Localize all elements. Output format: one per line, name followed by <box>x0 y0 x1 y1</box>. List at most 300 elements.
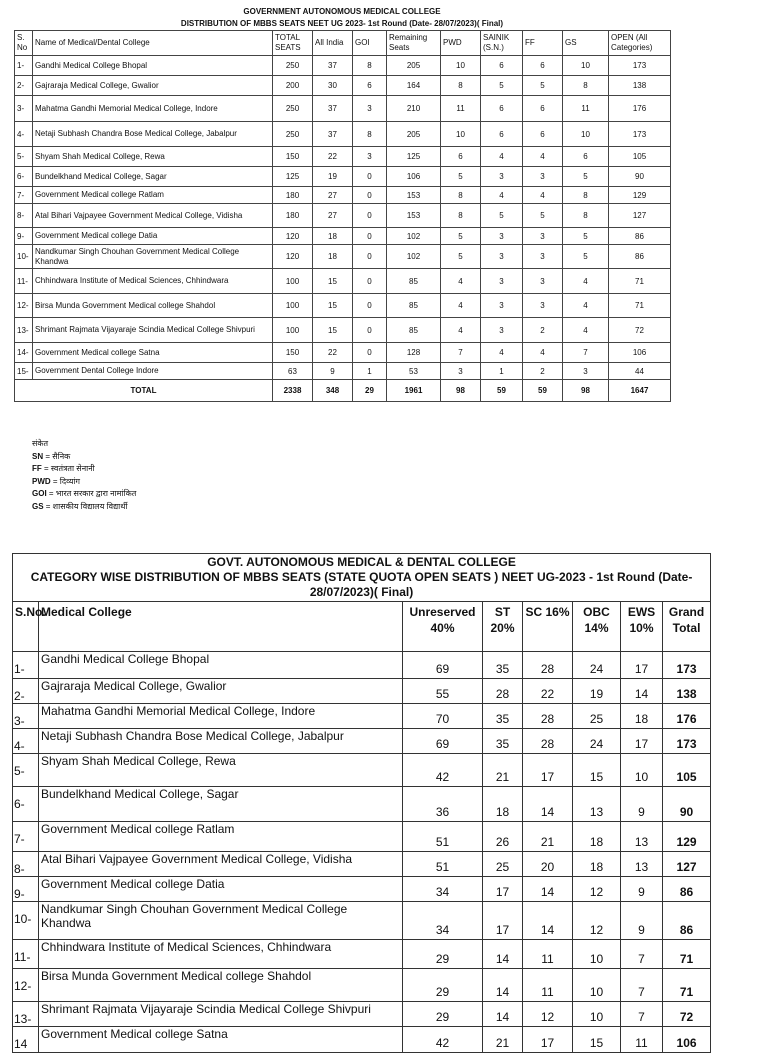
value-cell: 6 <box>523 96 563 122</box>
value-cell: 37 <box>313 56 353 76</box>
value-cell: 250 <box>273 122 313 147</box>
table1-row <box>15 294 671 318</box>
value-cell: 6 <box>563 147 609 167</box>
serial-cell: 1- <box>15 56 33 76</box>
category-value-cell: 34 <box>403 902 483 940</box>
value-cell: 5 <box>523 76 563 96</box>
value-cell: 6 <box>481 96 523 122</box>
category-value-cell: 28 <box>523 704 573 729</box>
value-cell: 8 <box>441 187 481 204</box>
value-cell: 4 <box>563 318 609 343</box>
value-cell: 7 <box>563 343 609 363</box>
college-name-cell: Birsa Munda Government Medical college Shahdol <box>33 294 273 318</box>
table1-row <box>15 56 671 76</box>
table2-header-cell: Unreserved 40% <box>403 602 483 652</box>
serial-cell: 9- <box>13 877 39 902</box>
college-name-cell: Government Medical college Datia <box>33 228 273 245</box>
serial-cell: 6- <box>13 787 39 822</box>
legend-heading: संकेत <box>32 439 49 448</box>
value-cell: 63 <box>273 363 313 380</box>
value-cell: 1 <box>353 363 387 380</box>
value-cell: 128 <box>387 343 441 363</box>
value-cell: 10 <box>563 122 609 147</box>
total-value-cell: 98 <box>563 380 609 402</box>
value-cell: 100 <box>273 269 313 294</box>
serial-cell: 12- <box>15 294 33 318</box>
value-cell: 106 <box>609 343 671 363</box>
category-value-cell: 15 <box>573 754 621 787</box>
value-cell: 6 <box>353 76 387 96</box>
value-cell: 37 <box>313 122 353 147</box>
category-value-cell: 14 <box>523 902 573 940</box>
total-value-cell: 59 <box>523 380 563 402</box>
grand-total-cell: 90 <box>663 787 711 822</box>
grand-total-cell: 105 <box>663 754 711 787</box>
table2-row <box>13 729 711 754</box>
legend-key: GOI <box>32 489 47 498</box>
value-cell: 18 <box>313 245 353 269</box>
table2-row <box>13 940 711 969</box>
table1-header-cell: GS <box>563 31 609 56</box>
value-cell: 85 <box>387 318 441 343</box>
table2-header-cell: Medical College <box>39 602 403 652</box>
value-cell: 180 <box>273 187 313 204</box>
college-name-cell: Gandhi Medical College Bhopal <box>39 652 403 679</box>
value-cell: 200 <box>273 76 313 96</box>
category-value-cell: 28 <box>483 679 523 704</box>
category-value-cell: 10 <box>573 969 621 1002</box>
value-cell: 4 <box>523 187 563 204</box>
college-name-cell: Nandkumar Singh Chouhan Government Medical College Khandwa <box>39 902 403 940</box>
value-cell: 8 <box>563 187 609 204</box>
table1-row <box>15 122 671 147</box>
category-value-cell: 29 <box>403 969 483 1002</box>
college-name-cell: Chhindwara Institute of Medical Sciences, Chhindwara <box>39 940 403 969</box>
grand-total-cell: 129 <box>663 822 711 852</box>
table2-row <box>13 1027 711 1053</box>
table1-row <box>15 167 671 187</box>
serial-cell: 5- <box>15 147 33 167</box>
category-value-cell: 11 <box>621 1027 663 1053</box>
value-cell: 3 <box>523 269 563 294</box>
value-cell: 4 <box>441 294 481 318</box>
value-cell: 0 <box>353 343 387 363</box>
value-cell: 150 <box>273 343 313 363</box>
table1-header-cell: PWD <box>441 31 481 56</box>
legend <box>32 438 136 513</box>
value-cell: 4 <box>481 147 523 167</box>
serial-cell: 10- <box>13 902 39 940</box>
category-value-cell: 24 <box>573 652 621 679</box>
value-cell: 102 <box>387 245 441 269</box>
category-value-cell: 35 <box>483 652 523 679</box>
serial-cell: 14 <box>13 1027 39 1053</box>
category-value-cell: 70 <box>403 704 483 729</box>
value-cell: 90 <box>609 167 671 187</box>
value-cell: 5 <box>441 245 481 269</box>
value-cell: 19 <box>313 167 353 187</box>
table2-header-cell: SC 16% <box>523 602 573 652</box>
table2-row <box>13 902 711 940</box>
table2-title-line2: CATEGORY WISE DISTRIBUTION OF MBBS SEATS (STATE QUOTA OPEN SEATS ) NEET UG-2023 - 1st Round (Date- 28/07/2023)( Final) <box>30 570 693 599</box>
value-cell: 0 <box>353 269 387 294</box>
value-cell: 5 <box>441 228 481 245</box>
category-value-cell: 17 <box>483 877 523 902</box>
table2-row <box>13 754 711 787</box>
value-cell: 4 <box>523 147 563 167</box>
value-cell: 8 <box>441 204 481 228</box>
value-cell: 153 <box>387 187 441 204</box>
category-value-cell: 21 <box>483 754 523 787</box>
category-value-cell: 42 <box>403 1027 483 1053</box>
college-name-cell: Atal Bihari Vajpayee Government Medical College, Vidisha <box>39 852 403 877</box>
grand-total-cell: 173 <box>663 729 711 754</box>
college-name-cell: Mahatma Gandhi Memorial Medical College, Indore <box>39 704 403 729</box>
category-value-cell: 7 <box>621 940 663 969</box>
value-cell: 120 <box>273 228 313 245</box>
table2-header-cell: ST 20% <box>483 602 523 652</box>
legend-item <box>32 476 136 489</box>
category-value-cell: 9 <box>621 787 663 822</box>
category-value-cell: 17 <box>621 729 663 754</box>
value-cell: 85 <box>387 294 441 318</box>
value-cell: 250 <box>273 56 313 76</box>
value-cell: 127 <box>609 204 671 228</box>
category-value-cell: 15 <box>573 1027 621 1053</box>
category-value-cell: 35 <box>483 729 523 754</box>
legend-key: PWD <box>32 476 51 486</box>
total-label-cell: TOTAL <box>15 380 273 402</box>
category-value-cell: 28 <box>523 652 573 679</box>
category-value-cell: 10 <box>573 1002 621 1027</box>
serial-cell: 11- <box>13 940 39 969</box>
value-cell: 0 <box>353 187 387 204</box>
total-value-cell: 2338 <box>273 380 313 402</box>
table1-row <box>15 76 671 96</box>
college-name-cell: Shrimant Rajmata Vijayaraje Scindia Medical College Shivpuri <box>33 318 273 343</box>
value-cell: 11 <box>563 96 609 122</box>
value-cell: 30 <box>313 76 353 96</box>
legend-key: SN <box>32 451 44 461</box>
category-value-cell: 69 <box>403 652 483 679</box>
seat-distribution-section <box>14 6 670 402</box>
legend-key: FF <box>32 464 42 473</box>
value-cell: 71 <box>609 269 671 294</box>
value-cell: 6 <box>441 147 481 167</box>
table1-title: GOVERNMENT AUTONOMOUS MEDICAL COLLEGE <box>243 7 441 16</box>
category-value-cell: 12 <box>523 1002 573 1027</box>
table1-row <box>15 245 671 269</box>
value-cell: 5 <box>563 245 609 269</box>
value-cell: 210 <box>387 96 441 122</box>
table1-header-cell: OPEN (All Categories) <box>609 31 671 56</box>
total-value-cell: 1647 <box>609 380 671 402</box>
table2-title-line1: GOVT. AUTONOMOUS MEDICAL & DENTAL COLLEGE <box>207 555 516 569</box>
serial-cell: 7- <box>13 822 39 852</box>
table1-row <box>15 228 671 245</box>
total-value-cell: 59 <box>481 380 523 402</box>
table1-row <box>15 343 671 363</box>
value-cell: 8 <box>353 56 387 76</box>
value-cell: 3 <box>523 167 563 187</box>
value-cell: 6 <box>523 122 563 147</box>
college-name-cell: Government Dental College Indore <box>33 363 273 380</box>
value-cell: 86 <box>609 245 671 269</box>
value-cell: 102 <box>387 228 441 245</box>
value-cell: 5 <box>481 204 523 228</box>
serial-cell: 2- <box>13 679 39 704</box>
category-value-cell: 13 <box>621 852 663 877</box>
college-name-cell: Bundelkhand Medical College, Sagar <box>39 787 403 822</box>
value-cell: 106 <box>387 167 441 187</box>
value-cell: 3 <box>481 167 523 187</box>
table1-row <box>15 187 671 204</box>
category-value-cell: 14 <box>483 940 523 969</box>
table1-row <box>15 204 671 228</box>
table1-row <box>15 269 671 294</box>
category-value-cell: 11 <box>523 940 573 969</box>
value-cell: 5 <box>563 228 609 245</box>
serial-cell: 13- <box>15 318 33 343</box>
table2-row <box>13 787 711 822</box>
value-cell: 22 <box>313 147 353 167</box>
total-value-cell: 348 <box>313 380 353 402</box>
grand-total-cell: 138 <box>663 679 711 704</box>
table2-header-cell: OBC 14% <box>573 602 621 652</box>
table2-header-cell: S.No. <box>13 602 39 652</box>
serial-cell: 4- <box>15 122 33 147</box>
category-value-cell: 14 <box>523 787 573 822</box>
table2-title <box>13 554 711 602</box>
value-cell: 100 <box>273 318 313 343</box>
value-cell: 5 <box>441 167 481 187</box>
value-cell: 27 <box>313 187 353 204</box>
legend-key: GS <box>32 501 44 511</box>
category-value-cell: 11 <box>523 969 573 1002</box>
category-value-cell: 20 <box>523 852 573 877</box>
category-value-cell: 25 <box>573 704 621 729</box>
serial-cell: 4- <box>13 729 39 754</box>
category-value-cell: 12 <box>573 902 621 940</box>
serial-cell: 3- <box>15 96 33 122</box>
table1-subtitle: DISTRIBUTION OF MBBS SEATS NEET UG 2023- 1st Round (Date- 28/07/2023)( Final) <box>180 19 504 28</box>
value-cell: 18 <box>313 228 353 245</box>
grand-total-cell: 173 <box>663 652 711 679</box>
legend-text: = भारत सरकार द्वारा नामांकित <box>46 489 137 498</box>
value-cell: 100 <box>273 294 313 318</box>
category-value-cell: 55 <box>403 679 483 704</box>
value-cell: 3 <box>481 228 523 245</box>
category-value-cell: 29 <box>403 1002 483 1027</box>
legend-text: = शासकीय विद्यालय विद्यार्थी <box>43 501 128 511</box>
category-value-cell: 28 <box>523 729 573 754</box>
category-value-cell: 35 <box>483 704 523 729</box>
serial-cell: 11- <box>15 269 33 294</box>
serial-cell: 14- <box>15 343 33 363</box>
category-value-cell: 51 <box>403 852 483 877</box>
category-value-cell: 69 <box>403 729 483 754</box>
value-cell: 15 <box>313 269 353 294</box>
college-name-cell: Nandkumar Singh Chouhan Government Medical College Khandwa <box>33 245 273 269</box>
college-name-cell: Netaji Subhash Chandra Bose Medical College, Jabalpur <box>33 122 273 147</box>
table1-total-row <box>15 380 671 402</box>
category-value-cell: 18 <box>573 852 621 877</box>
value-cell: 4 <box>441 318 481 343</box>
college-name-cell: Netaji Subhash Chandra Bose Medical College, Jabalpur <box>39 729 403 754</box>
category-value-cell: 13 <box>573 787 621 822</box>
category-value-cell: 7 <box>621 1002 663 1027</box>
value-cell: 3 <box>481 269 523 294</box>
value-cell: 44 <box>609 363 671 380</box>
category-value-cell: 9 <box>621 877 663 902</box>
value-cell: 27 <box>313 204 353 228</box>
grand-total-cell: 176 <box>663 704 711 729</box>
value-cell: 22 <box>313 343 353 363</box>
value-cell: 8 <box>563 204 609 228</box>
value-cell: 5 <box>523 204 563 228</box>
category-value-cell: 18 <box>621 704 663 729</box>
category-value-cell: 17 <box>523 754 573 787</box>
table1-row <box>15 318 671 343</box>
value-cell: 0 <box>353 318 387 343</box>
value-cell: 8 <box>563 76 609 96</box>
serial-cell: 5- <box>13 754 39 787</box>
table1-header-row <box>15 31 671 56</box>
category-value-cell: 18 <box>483 787 523 822</box>
serial-cell: 3- <box>13 704 39 729</box>
legend-item <box>32 463 136 476</box>
value-cell: 10 <box>441 56 481 76</box>
legend-item <box>32 451 136 464</box>
value-cell: 4 <box>481 187 523 204</box>
value-cell: 6 <box>523 56 563 76</box>
value-cell: 10 <box>563 56 609 76</box>
grand-total-cell: 71 <box>663 969 711 1002</box>
value-cell: 7 <box>441 343 481 363</box>
serial-cell: 8- <box>13 852 39 877</box>
legend-item <box>32 488 136 501</box>
table1-header-cell: FF <box>523 31 563 56</box>
value-cell: 173 <box>609 122 671 147</box>
college-name-cell: Government Medical college Satna <box>39 1027 403 1053</box>
grand-total-cell: 71 <box>663 940 711 969</box>
value-cell: 5 <box>563 167 609 187</box>
value-cell: 6 <box>481 56 523 76</box>
table1-header-cell: Remaining Seats <box>387 31 441 56</box>
category-distribution-table <box>12 553 711 1053</box>
value-cell: 6 <box>481 122 523 147</box>
value-cell: 4 <box>563 269 609 294</box>
serial-cell: 8- <box>15 204 33 228</box>
college-name-cell: Mahatma Gandhi Memorial Medical College, Indore <box>33 96 273 122</box>
value-cell: 3 <box>563 363 609 380</box>
value-cell: 3 <box>523 228 563 245</box>
category-value-cell: 13 <box>621 822 663 852</box>
value-cell: 105 <box>609 147 671 167</box>
serial-cell: 15- <box>15 363 33 380</box>
category-value-cell: 17 <box>523 1027 573 1053</box>
table2-row <box>13 822 711 852</box>
college-name-cell: Gandhi Medical College Bhopal <box>33 56 273 76</box>
category-value-cell: 12 <box>573 877 621 902</box>
value-cell: 86 <box>609 228 671 245</box>
college-name-cell: Government Medical college Satna <box>33 343 273 363</box>
college-name-cell: Government Medical college Ratlam <box>33 187 273 204</box>
category-value-cell: 36 <box>403 787 483 822</box>
table1-header-cell: S. No <box>15 31 33 56</box>
serial-cell: 1- <box>13 652 39 679</box>
table1-header-cell: SAINIK (S.N.) <box>481 31 523 56</box>
value-cell: 3 <box>523 294 563 318</box>
category-value-cell: 14 <box>483 1002 523 1027</box>
category-value-cell: 14 <box>523 877 573 902</box>
table2-row <box>13 852 711 877</box>
value-cell: 129 <box>609 187 671 204</box>
value-cell: 53 <box>387 363 441 380</box>
value-cell: 150 <box>273 147 313 167</box>
college-name-cell: Gajraraja Medical College, Gwalior <box>39 679 403 704</box>
value-cell: 176 <box>609 96 671 122</box>
value-cell: 4 <box>481 343 523 363</box>
value-cell: 0 <box>353 294 387 318</box>
total-value-cell: 29 <box>353 380 387 402</box>
college-name-cell: Government Medical college Datia <box>39 877 403 902</box>
college-name-cell: Birsa Munda Government Medical college Shahdol <box>39 969 403 1002</box>
legend-text: = दिव्यांग <box>50 476 81 486</box>
grand-total-cell: 86 <box>663 877 711 902</box>
college-name-cell: Atal Bihari Vajpayee Government Medical College, Vidisha <box>33 204 273 228</box>
table1-row <box>15 363 671 380</box>
grand-total-cell: 106 <box>663 1027 711 1053</box>
grand-total-cell: 86 <box>663 902 711 940</box>
category-value-cell: 10 <box>573 940 621 969</box>
value-cell: 125 <box>273 167 313 187</box>
value-cell: 3 <box>353 96 387 122</box>
value-cell: 3 <box>481 318 523 343</box>
value-cell: 15 <box>313 318 353 343</box>
value-cell: 37 <box>313 96 353 122</box>
category-value-cell: 21 <box>523 822 573 852</box>
value-cell: 2 <box>523 363 563 380</box>
value-cell: 5 <box>481 76 523 96</box>
value-cell: 10 <box>441 122 481 147</box>
college-name-cell: Gajraraja Medical College, Gwalior <box>33 76 273 96</box>
value-cell: 138 <box>609 76 671 96</box>
value-cell: 205 <box>387 122 441 147</box>
total-value-cell: 1961 <box>387 380 441 402</box>
category-value-cell: 9 <box>621 902 663 940</box>
value-cell: 0 <box>353 228 387 245</box>
category-value-cell: 18 <box>573 822 621 852</box>
serial-cell: 2- <box>15 76 33 96</box>
category-value-cell: 7 <box>621 969 663 1002</box>
value-cell: 3 <box>481 294 523 318</box>
legend-item <box>32 501 136 514</box>
value-cell: 125 <box>387 147 441 167</box>
value-cell: 250 <box>273 96 313 122</box>
college-name-cell: Shyam Shah Medical College, Rewa <box>39 754 403 787</box>
value-cell: 120 <box>273 245 313 269</box>
table1-header-cell: TOTAL SEATS <box>273 31 313 56</box>
college-name-cell: Government Medical college Ratlam <box>39 822 403 852</box>
value-cell: 85 <box>387 269 441 294</box>
value-cell: 173 <box>609 56 671 76</box>
table1-header-cell: All India <box>313 31 353 56</box>
value-cell: 0 <box>353 204 387 228</box>
serial-cell: 6- <box>15 167 33 187</box>
value-cell: 8 <box>441 76 481 96</box>
table1-header-cell: Name of Medical/Dental College <box>33 31 273 56</box>
